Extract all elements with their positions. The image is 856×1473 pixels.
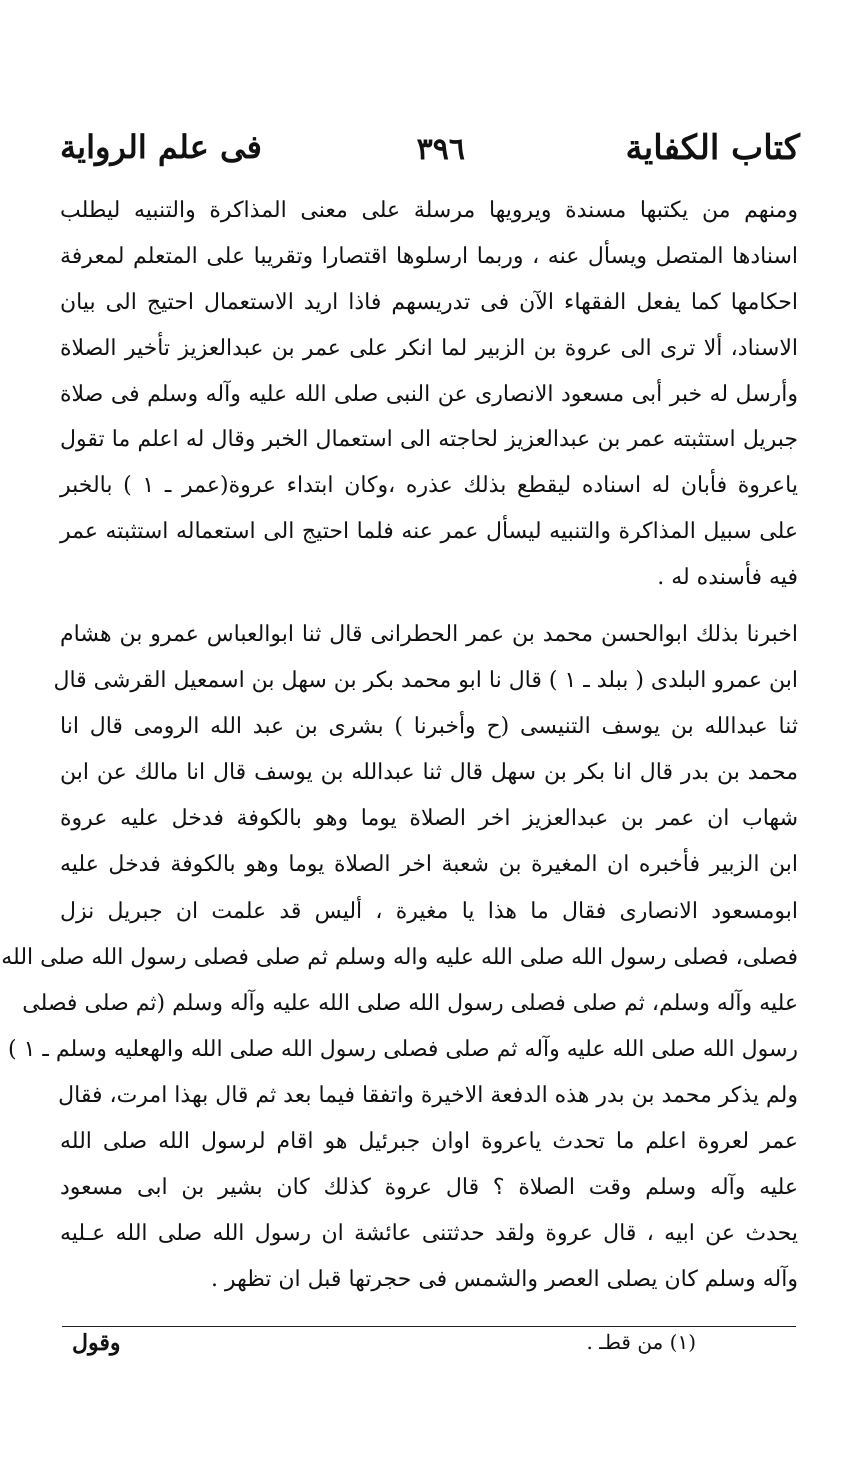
text-line: يحدث عن ابيه ، قال عروة ولقد حدثتنى عائشة ان رسول الله صلى الله عـليه [60,1221,798,1247]
paragraph-2 [1,612,798,1303]
text-line: ياعروة فأبان له اسناده ليقطع بذلك عذره ،وكان ابتداء عروة(عمر ـ ١ ) بالخبر [60,473,798,499]
text-line: وآله وسلم كان يصلى العصر والشمس فى حجرتها قبل ان تظهر . [210,1267,798,1293]
text-line: وأرسل له خبر أبى مسعود الانصارى عن النبى صلى الله عليه وآله وسلم فى صلاة [60,381,798,407]
catchword: وقول [72,1330,121,1356]
text-line: ولم يذكر محمد بن بدر هذه الدفعة الاخيرة واتفقا فيما بعد ثم قال بهذا امرت، فقال [58,1082,798,1108]
text-line: شهاب ان عمر بن عبدالعزيز اخر الصلاة يوما وهو بالكوفة فدخل عليه عروة [60,806,798,832]
text-line: محمد بن بدر قال انا بكر بن سهل قال ثنا عبدالله بن يوسف قال انا مالك عن ابن [60,760,798,786]
text-line: الاسناد، ألا ترى الى عروة بن الزبير لما انكر على عمر بن عبدالعزيز تأخير الصلاة [60,335,798,361]
text-line: ابن عمرو البلدى ( ببلد ـ ١ ) قال نا ابو محمد بكر بن سهل بن اسمعيل القرشى قال [53,668,798,694]
text-line: فيه فأسنده له . [657,565,798,591]
paragraph-1 [60,188,798,601]
text-line: احكامها كما يفعل الفقهاء الآن فى تدريسهم فاذا اريد الاستعمال احتيج الى بيان [60,289,798,315]
page-header [60,128,800,178]
text-line: جبريل استثبته عمر بن عبدالعزيز لحاجته الى استعمال الخبر وقال له اعلم ما تقول [60,427,798,453]
text-line: ومنهم من يكتبها مسندة ويرويها مرسلة على معنى المذاكرة والتنبيه ليطلب [60,198,798,223]
book-title: كتاب الكفاية [625,128,800,168]
text-line: ثنا عبدالله بن يوسف التنيسى (ح وأخبرنا ) بشرى بن عبد الله الرومى قال انا [60,714,798,740]
text-line: فصلى، فصلى رسول الله صلى الله عليه واله وسلم ثم صلى فصلى رسول الله صلى الله [1,944,798,970]
text-line: على سبيل المذاكرة والتنبيه ليسأل عمر عنه فلما احتيج الى استعماله استثبته عمر [60,519,798,545]
text-line: ابن الزبير فأخبره ان المغيرة بن شعبة اخر الصلاة يوما وهو بالكوفة فدخل عليه [60,852,798,878]
text-line: عمر لعروة اعلم ما تحدث ياعروة اوان جبرئيل هو اقام لرسول الله صلى الله [60,1129,798,1155]
footnote-divider [62,1326,796,1327]
text-line: رسول الله صلى الله عليه وآله ثم صلى فصلى رسول الله صلى الله والهعليه وسلم ـ ١ ) [8,1036,798,1062]
text-line: عليه وآله وسلم، ثم صلى فصلى رسول الله صلى الله عليه وآله وسلم (ثم صلى فصلى [22,990,798,1016]
text-line: ابومسعود الانصارى فقال ما هذا يا مغيرة ، أليس قد علمت ان جبريل نزل [60,898,798,924]
text-line: عليه وآله وسلم وقت الصلاة ؟ قال عروة كذلك كان بشير بن ابى مسعود [60,1175,798,1201]
page-number: ٣٩٦ [416,132,465,167]
text-line: اخبرنا بذلك ابوالحسن محمد بن عمر الحطرانى قال ثنا ابوالعباس عمرو بن هشام [60,622,798,647]
section-title: فى علم الرواية [60,128,262,166]
text-line: اسنادها المتصل ويسأل عنه ، وربما ارسلوها اقتصارا وتقريبا على المتعلم لمعرفة [60,243,798,269]
footnote: (١) من قطـ . [586,1330,696,1354]
